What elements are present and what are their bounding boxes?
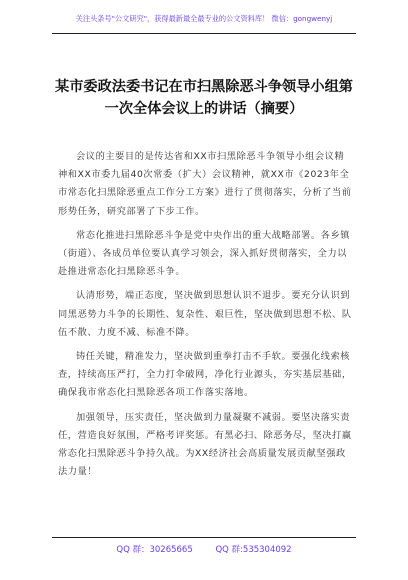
footer: [0, 543, 408, 555]
footer-divider: [52, 537, 356, 538]
paragraph: 会议的主要目的是传达省和XX市扫黑除恶斗争领导小组会议精神和XX市委九届40次常委（扩大）会议精神，就XX市《2023年全市常态化扫黑除恶重点工作分工方案》进行了贯彻落实，分析了当前形势任务，研究部署了下步工作。: [58, 151, 352, 217]
title-line-2: 一次全体会议上的讲话（摘要）: [104, 101, 304, 117]
title-line-1: 某市委政法委书记在市扫黑除恶斗争领导小组第: [55, 79, 353, 95]
paragraph: 铸任关键，精准发力，坚决做到重拳打击不手软。要强化线索核查，持续高压严打，全力打伞破网，净化行业源头，夯实基层基础，确保我市常态化扫黑除恶各项工作落实落地。: [58, 351, 352, 399]
footer-qq-group-1: QQ 群：30265665: [116, 545, 193, 555]
paragraph: 加强领导，压实责任，坚决做到力量凝聚不减弱。要坚决落实责任，营造良好氛围，严格考评奖惩。有黑必扫、除恶务尽，坚决打赢常态化扫黑除恶斗争持久战。为XX经济社会高质量发展贡献坚强政法力量！: [58, 411, 352, 478]
paragraph: 认清形势，端正态度，坚决做到思想认识不退步。要充分认识到同黑恶势力斗争的长期性、复杂性、艰巨性，坚决做到思想不松、队伍不散、力度不减、标准不降。: [58, 290, 352, 338]
document-title: [44, 76, 364, 120]
header-note: 关注头条号"公文研究"，获得最新最全最专业的公文资料库！ 微信：gongwenyj: [75, 14, 333, 23]
header-divider: [52, 33, 356, 34]
footer-qq-group-2: QQ 群:535304092: [215, 545, 292, 555]
paragraph: 常态化推进扫黑除恶斗争是党中央作出的重大战略部署。各乡镇（街道）、各成员单位要认真学习领会，深入抓好贯彻落实，全力以赴推进常态化扫黑除恶斗争。: [58, 229, 351, 278]
document-body: [58, 148, 352, 487]
